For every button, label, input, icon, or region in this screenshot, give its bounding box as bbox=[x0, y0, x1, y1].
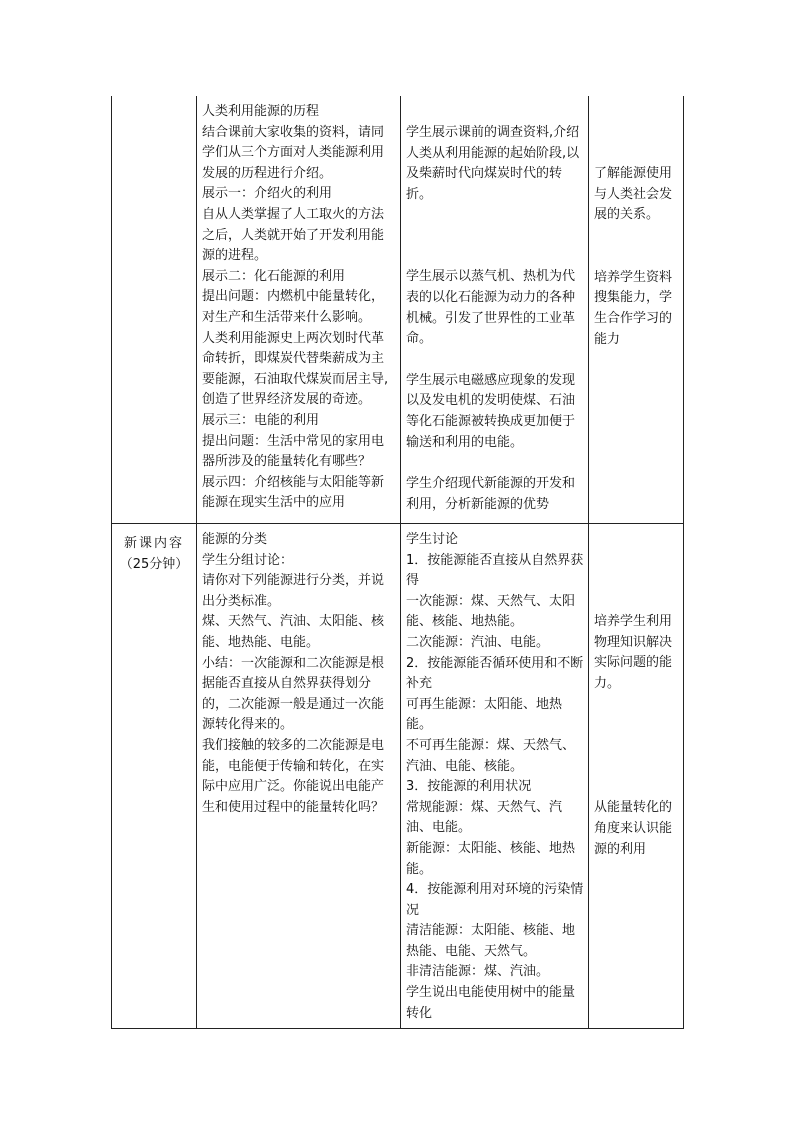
teacher-text: 人类利用能源史上两次划时代革命转折，即煤炭代替柴薪成为主要能源，石油取代煤炭而居主导,创造了世界经济发展的奇迹。 bbox=[202, 330, 389, 408]
intent-text: 从能量转化的角度来认识能源的利用 bbox=[594, 800, 673, 857]
student-text: 学生展示以蒸气机、热机为代表的以化石能源为动力的各种机械。引发了世界性的工业革命。 bbox=[406, 269, 576, 347]
teacher-text: 自从人类掌握了人工取火的方法之后，人类就开始了开发利用能源的进程。 bbox=[202, 206, 385, 264]
teacher-text: 小结：一次能源和二次能源是根据能否直接从自然界获得划分的，二次能源一般是通过一次能源转化得来的。 bbox=[202, 655, 385, 733]
student-text: 清洁能源：太阳能、核能、地热能、电能、天然气。 bbox=[406, 923, 576, 959]
teacher-activity-cell bbox=[197, 524, 401, 1029]
stage-label: 新课内容 bbox=[123, 536, 184, 551]
stage-label-cell bbox=[112, 524, 197, 1029]
student-activity-cell bbox=[401, 96, 589, 524]
student-text: 1．按能源能否直接从自然界获得 bbox=[406, 552, 584, 589]
teacher-activity-cell bbox=[197, 96, 401, 524]
table-row bbox=[112, 524, 684, 1029]
teacher-text: 人类利用能源的历程 bbox=[202, 104, 320, 119]
student-text: 一次能源：煤、天然气、太阳能、核能、地热能。 bbox=[406, 593, 576, 630]
teacher-text: 请你对下列能源进行分类，并说出分类标准。 bbox=[202, 573, 385, 609]
teacher-text: 展示二：化石能源的利用 bbox=[202, 268, 346, 284]
teacher-text: 展示一：介绍火的利用 bbox=[202, 186, 333, 202]
student-text: 学生展示电磁感应现象的发现以及发电机的发明使煤、石油等化石能源被转换成更加便于输送和利用的电能。 bbox=[406, 372, 576, 450]
student-text: 非清洁能源：煤、汽油。 bbox=[406, 964, 550, 980]
student-text: 2．按能源能否循环使用和不断补充 bbox=[406, 655, 584, 692]
teacher-text: 我们接触的较多的二次能源是电能，电能便于传输和转化，在实际中应用广泛。你能说出电能产生和使用过程中的能量转化吗？ bbox=[202, 737, 385, 815]
student-text: 二次能源：汽油、电能。 bbox=[406, 634, 550, 650]
student-text: 3．按能源的利用状况 bbox=[406, 779, 532, 795]
teacher-text: 能源的分类 bbox=[202, 532, 268, 547]
student-text: 可再生能源：太阳能、地热能。 bbox=[406, 696, 563, 733]
table-row bbox=[112, 96, 684, 524]
intent-text: 培养学生利用物理知识解决实际问题的能力。 bbox=[594, 614, 673, 691]
teacher-text: 煤、天然气、汽油、太阳能、核能、地热能、电能。 bbox=[202, 614, 385, 650]
teacher-text: 学生分组讨论： bbox=[202, 552, 294, 568]
student-text: 不可再生能源：煤、天然气、汽油、电能、核能。 bbox=[406, 737, 576, 774]
student-text: 学生说出电能使用树中的能量转化 bbox=[406, 985, 576, 1021]
teacher-text: 结合课前大家收集的资料，请同学们从三个方面对人类能源利用发展的历程进行介绍。 bbox=[202, 124, 385, 181]
stage-time: （25分钟） bbox=[119, 556, 189, 572]
lesson-plan-table bbox=[111, 96, 684, 1029]
student-text: 学生展示课前的调查资料,介绍人类从利用能源的起始阶段,以及柴薪时代向煤炭时代的转折。 bbox=[406, 125, 580, 202]
intent-text: 培养学生资料搜集能力，学生合作学习的能力 bbox=[594, 269, 673, 347]
intent-text: 了解能源使用与人类社会发展的关系。 bbox=[594, 166, 673, 223]
stage-cell bbox=[112, 96, 197, 524]
student-text: 4．按能源利用对环境的污染情况 bbox=[406, 882, 584, 918]
student-text: 学生讨论 bbox=[406, 532, 459, 547]
intent-cell bbox=[589, 96, 684, 524]
teacher-text: 提出问题：内燃机中能量转化，对生产和生活带来什么影响。 bbox=[202, 289, 385, 325]
student-text: 学生介绍现代新能源的开发和利用，分析新能源的优势 bbox=[406, 476, 576, 512]
intent-cell bbox=[589, 524, 684, 1029]
student-text: 常规能源：煤、天然气、汽油、电能。 bbox=[406, 799, 563, 836]
teacher-text: 提出问题：生活中常见的家用电器所涉及的能量转化有哪些？ bbox=[202, 433, 385, 470]
teacher-text: 展示四：介绍核能与太阳能等新能源在现实生活中的应用 bbox=[202, 474, 385, 511]
teacher-text: 展示三：电能的利用 bbox=[202, 412, 320, 428]
student-activity-cell bbox=[401, 524, 589, 1029]
student-text: 新能源：太阳能、核能、地热能。 bbox=[406, 840, 576, 877]
